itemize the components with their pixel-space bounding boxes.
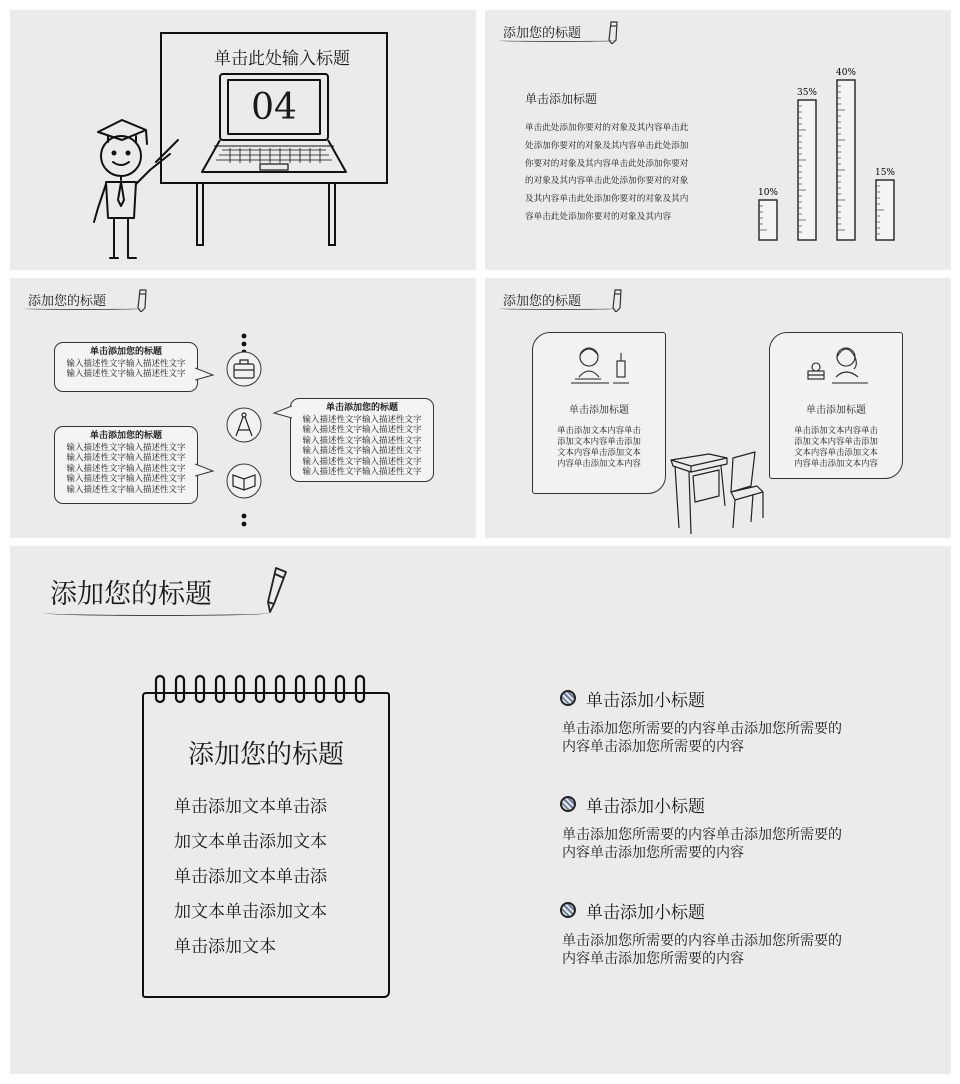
slide-header: 添加您的标题: [28, 294, 107, 309]
board-title: 单击此处输入标题: [214, 49, 350, 69]
notepad-line: 单击添加文本单击添: [174, 797, 327, 817]
speech-bubble: [54, 426, 198, 504]
slide-4[interactable]: [485, 278, 951, 538]
item-line: 内容单击添加您所需要的内容: [562, 951, 744, 967]
board-leg: [328, 184, 336, 246]
slide-1[interactable]: [10, 10, 476, 270]
bullet-icon: [560, 690, 576, 706]
slide-3[interactable]: [10, 278, 476, 538]
item-line: 单击添加您所需要的内容单击添加您所需要的: [562, 827, 842, 843]
slide-header: 添加您的标题: [50, 579, 212, 610]
compass-icon: [225, 406, 263, 444]
bubble-title: 单击添加您的标题: [89, 347, 162, 357]
bar-value-label: 10%: [757, 188, 779, 198]
pencil-icon: [134, 286, 150, 312]
item-line: 单击添加您所需要的内容单击添加您所需要的: [562, 721, 842, 737]
card-text: [770, 425, 902, 469]
card-line: 添加文本内容单击添加: [794, 436, 878, 446]
item-title: 单击添加小标题: [586, 903, 705, 923]
notepad-line: 单击添加文本单击添: [174, 867, 327, 887]
pencil-icon: [605, 18, 621, 44]
bar-value-label: 35%: [796, 88, 818, 98]
bubble-tail: [195, 366, 215, 384]
bubble-title: 单击添加您的标题: [89, 431, 162, 441]
board-leg: [196, 184, 204, 246]
bubble-line: 输入描述性文字输入描述性文字: [66, 453, 186, 463]
pencil-icon: [262, 564, 292, 616]
speech-bubble: [54, 342, 198, 392]
bullet-icon: [560, 796, 576, 812]
notepad-title: 添加您的标题: [187, 740, 344, 770]
item-line: 单击添加您所需要的内容单击添加您所需要的: [562, 933, 842, 949]
bubble-line: 输入描述性文字输入描述性文字: [302, 467, 422, 477]
bubble-line: 输入描述性文字输入描述性文字: [66, 474, 186, 484]
slide-header: 添加您的标题: [503, 294, 582, 309]
card-line: 文本内容单击添加文本: [557, 447, 641, 457]
bubble-line: 输入描述性文字输入描述性文字: [66, 463, 186, 474]
bubble-line: 输入描述性文字输入描述性文字: [302, 425, 422, 435]
desk-chair-icon: [669, 446, 769, 536]
card-line: 内容单击添加文本内容: [557, 458, 641, 468]
item-text: [562, 720, 842, 756]
card-title: 单击添加标题: [806, 405, 866, 416]
paragraph-line: 你要对的对象及其内容单击此处添加你要对: [525, 158, 689, 169]
slide-header: 添加您的标题: [503, 26, 582, 41]
paragraph-line: 的对象及其内容单击此处添加你要对的对象: [525, 176, 689, 187]
student-reading-icon: [567, 341, 637, 391]
item-line: 内容单击添加您所需要的内容: [562, 739, 744, 755]
notepad-line: 加文本单击添加文本: [174, 902, 327, 922]
paragraph-line: 处添加你要对的对象及其内容单击此处添加: [525, 140, 689, 151]
bar-value-label: 40%: [835, 68, 857, 78]
card-text: [533, 425, 665, 469]
notepad-line: 加文本单击添加文本: [174, 832, 327, 852]
card-line: 文本内容单击添加文本: [794, 447, 878, 457]
paragraph: [525, 120, 688, 227]
header-underline: [44, 610, 270, 616]
header-underline: [499, 39, 617, 42]
bubble-line: 输入描述性文字输入描述性文字: [302, 456, 422, 467]
bubble-line: 输入描述性文字输入描述性文字: [66, 358, 186, 369]
bubble-tail: [272, 404, 292, 422]
card-title: 单击添加标题: [569, 405, 629, 416]
girl-reading-icon: [802, 341, 874, 391]
speech-bubble: [290, 398, 434, 482]
card-line: 添加文本内容单击添加: [557, 436, 641, 446]
bullet-icon: [560, 902, 576, 918]
bubble-line: 输入描述性文字输入描述性文字: [66, 369, 186, 379]
subtitle: 单击添加标题: [525, 92, 598, 106]
slide-5[interactable]: [10, 546, 951, 1074]
bubble-tail: [195, 462, 215, 480]
item-line: 内容单击添加您所需要的内容: [562, 845, 744, 861]
bar-value-label: 15%: [874, 168, 896, 178]
paragraph-line: 及其内容单击此处添加你要对的对象及其内: [525, 194, 689, 205]
slide-2[interactable]: [485, 10, 951, 270]
briefcase-icon: [225, 350, 263, 388]
paragraph-line: 单击此处添加你要对的对象及其内容单击此: [525, 123, 689, 133]
card-line: 单击添加文本内容单击: [794, 425, 878, 435]
bubble-line: 输入描述性文字输入描述性文字: [66, 442, 186, 453]
bubble-line: 输入描述性文字输入描述性文字: [302, 435, 422, 446]
item-title: 单击添加小标题: [586, 691, 705, 711]
ruler-bar: [798, 100, 816, 240]
info-card: [769, 332, 903, 479]
notepad-line: 单击添加文本: [174, 937, 276, 957]
header-underline: [499, 307, 617, 310]
bubble-line: 输入描述性文字输入描述性文字: [66, 484, 186, 495]
notepad-rings: [150, 672, 382, 706]
header-underline: [24, 307, 142, 310]
item-text: [562, 932, 842, 968]
pencil-icon: [609, 286, 625, 312]
book-icon: [225, 462, 263, 500]
bubble-line: 输入描述性文字输入描述性文字: [302, 446, 422, 456]
bubble-title: 单击添加您的标题: [325, 403, 398, 413]
card-line: 内容单击添加文本内容: [794, 458, 878, 468]
item-title: 单击添加小标题: [586, 797, 705, 817]
bubble-line: 输入描述性文字输入描述性文字: [302, 414, 422, 425]
item-text: [562, 826, 842, 862]
card-line: 单击添加文本内容单击: [557, 425, 641, 435]
ruler-bar-chart: [745, 50, 945, 250]
info-card: [532, 332, 666, 494]
paragraph-line: 容单击此处添加你要对的对象及其内容: [525, 211, 672, 222]
screen-number: 04: [251, 87, 297, 128]
